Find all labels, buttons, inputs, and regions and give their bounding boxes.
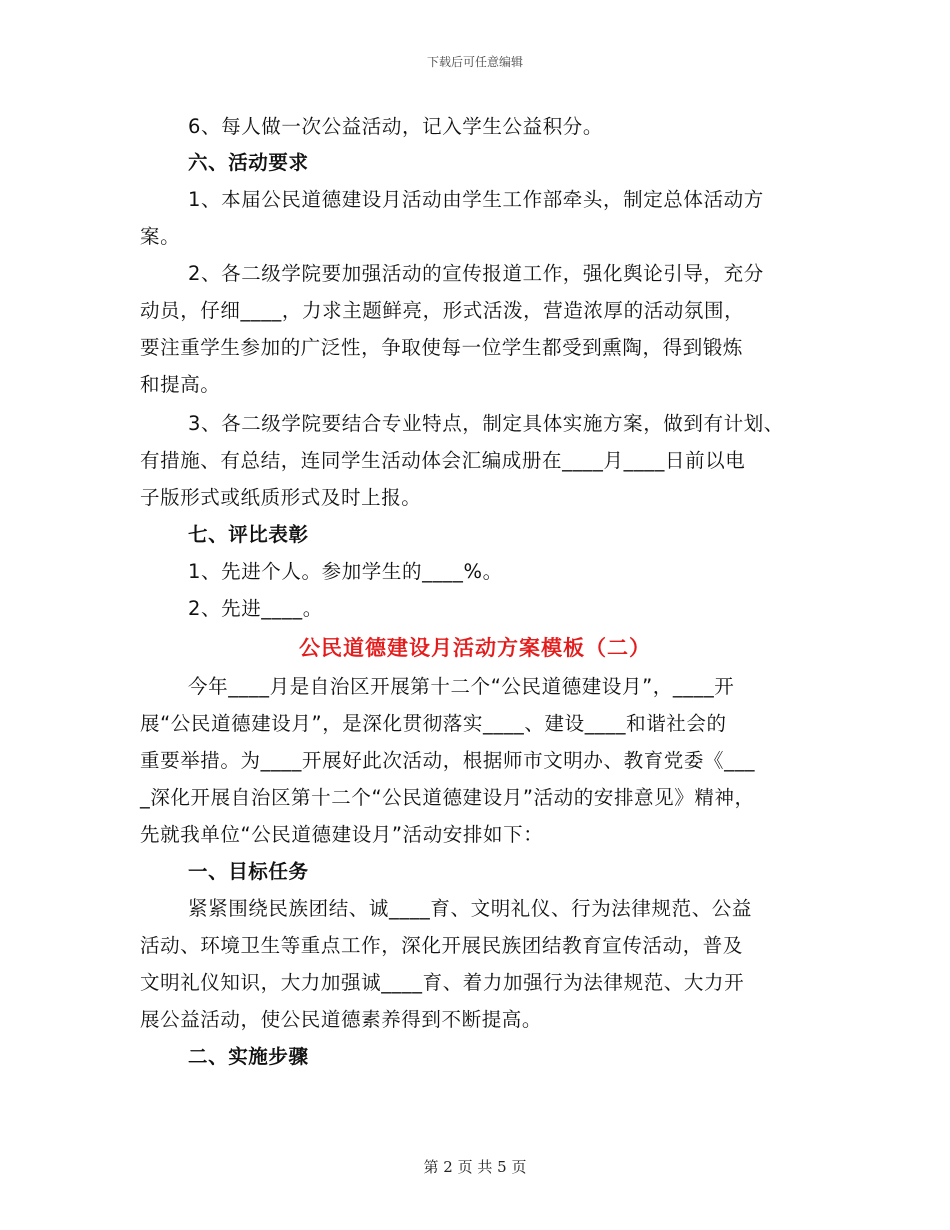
paragraph-line: 1、本届公民道德建设月活动由学生工作部牵头，制定总体活动方 <box>188 188 764 211</box>
paragraph-line: 展公益活动，使公民道德素养得到不断提高。 <box>140 1008 543 1031</box>
section-heading: 七、评比表彰 <box>188 523 309 546</box>
paragraph-line: 6、每人做一次公益活动，记入学生公益积分。 <box>188 115 604 138</box>
paragraph-line: 案。 <box>140 225 181 248</box>
paragraph-line: _深化开展自治区第十二个“公民道德建设月”活动的安排意见》精神， <box>140 786 755 809</box>
paragraph-line: 今年____月是自治区开展第十二个“公民道德建设月”，____开 <box>188 675 735 698</box>
section-heading: 一、目标任务 <box>188 860 309 883</box>
paragraph-line: 先就我单位“公民道德建设月”活动安排如下： <box>140 823 544 846</box>
paragraph-line: 要注重学生参加的广泛性，争取使每一位学生都受到熏陶，得到锻炼 <box>140 336 744 359</box>
paragraph-line: 动员，仔细____，力求主题鲜亮，形式活泼，营造浓厚的活动氛围， <box>140 299 745 322</box>
paragraph-line: 活动、环境卫生等重点工作，深化开展民族团结教育宣传活动，普及 <box>140 934 744 957</box>
paragraph-line: 1、先进个人。参加学生的____%。 <box>188 560 503 583</box>
page-footer: 第 2 页 共 5 页 <box>423 1158 527 1176</box>
paragraph-line: 紧紧围绕民族团结、诚____育、文明礼仪、行为法律规范、公益 <box>188 897 753 920</box>
section-heading: 二、实施步骤 <box>188 1045 309 1068</box>
paragraph-line: 和提高。 <box>140 373 221 396</box>
paragraph-line: 文明礼仪知识，大力加强诚____育、着力加强行为法律规范、大力开 <box>140 971 745 994</box>
paragraph-line: 展“公民道德建设月”，是深化贯彻落实____、建设____和谐社会的 <box>140 712 727 735</box>
paragraph-line: 子版形式或纸质形式及时上报。 <box>140 486 422 509</box>
paragraph-line: 2、各二级学院要加强活动的宣传报道工作，强化舆论引导，充分 <box>188 262 764 285</box>
paragraph-line: 3、各二级学院要结合专业特点，制定具体实施方案，做到有计划、 <box>188 412 784 435</box>
paragraph-line: 2、先进____。 <box>188 597 323 620</box>
page-header: 下载后可任意编辑 <box>426 55 523 69</box>
paragraph-line: 有措施、有总结，连同学生活动体会汇编成册在____月____日前以电 <box>140 449 746 472</box>
section-heading: 六、活动要求 <box>188 151 309 174</box>
paragraph-line: 重要举措。为____开展好此次活动，根据师市文明办、教育党委《___ <box>140 749 756 772</box>
document-title: 公民道德建设月活动方案模板（二） <box>299 636 651 660</box>
